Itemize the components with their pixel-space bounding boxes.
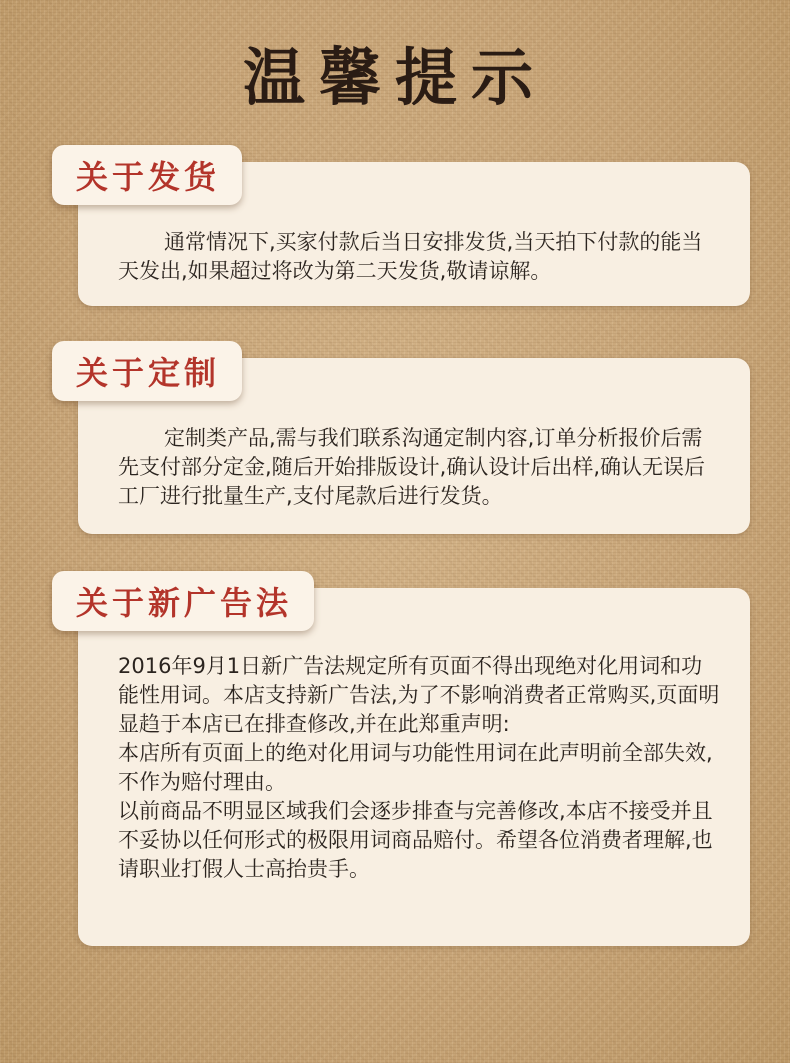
ad-law-text (118, 652, 720, 884)
ad-law-paragraph-1: 2016年9月1日新广告法规定所有页面不得出现绝对化用词和功能性用词。本店支持新广告法,为了不影响消费者正常购买,页面明显趋于本店已在排查修改,并在此郑重声明: (118, 654, 720, 736)
shipping-text (118, 228, 720, 286)
ad-law-paragraph-3: 以前商品不明显区域我们会逐步排查与完善修改,本店不接受并且不妥协以任何形式的极限用词商品赔付。希望各位消费者理解,也请职业打假人士高抬贵手。 (118, 799, 713, 881)
customization-heading: 关于定制 (52, 341, 242, 401)
shipping-body: 通常情况下,买家付款后当日安排发货,当天拍下付款的能当天发出,如果超过将改为第二天发货,敬请谅解。 (118, 230, 703, 283)
customization-body: 定制类产品,需与我们联系沟通定制内容,订单分析报价后需先支付部分定金,随后开始排版设计,确认设计后出样,确认无误后工厂进行批量生产,支付尾款后进行发货。 (118, 426, 706, 508)
ad-law-paragraph-2: 本店所有页面上的绝对化用词与功能性用词在此声明前全部失效,不作为赔付理由。 (118, 741, 713, 794)
shipping-heading: 关于发货 (52, 145, 242, 205)
page-title: 温馨提示 (242, 41, 547, 114)
ad-law-heading: 关于新广告法 (52, 571, 314, 631)
customization-text (118, 424, 720, 511)
ad-law-card (78, 588, 750, 946)
